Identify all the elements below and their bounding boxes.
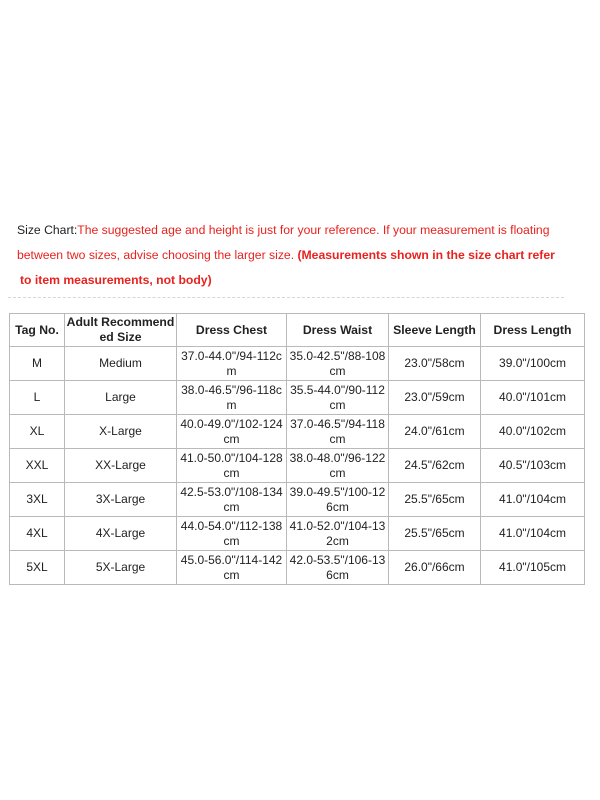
cell-tag-no: 4XL: [10, 517, 65, 551]
cell-tag-no: L: [10, 381, 65, 415]
header-dress-length: Dress Length: [481, 314, 585, 347]
notice-line-1: [17, 218, 577, 243]
header-tag-no: Tag No.: [10, 314, 65, 347]
cell-dress-chest: 44.0-54.0"/112-138cm: [177, 517, 287, 551]
cell-sleeve-length: 24.5"/62cm: [389, 449, 481, 483]
cell-dress-chest: 42.5-53.0"/108-134cm: [177, 483, 287, 517]
size-table: [9, 313, 585, 585]
table-header-row: [10, 314, 585, 347]
notice-text-2: between two sizes, advise choosing the larger size.: [17, 248, 298, 262]
cell-dress-waist: 39.0-49.5"/100-126cm: [287, 483, 389, 517]
cell-tag-no: M: [10, 347, 65, 381]
cell-recommended-size: 5X-Large: [65, 551, 177, 585]
cell-dress-length: 41.0"/105cm: [481, 551, 585, 585]
table-row: [10, 551, 585, 585]
table-row: [10, 449, 585, 483]
cell-dress-chest: 40.0-49.0"/102-124cm: [177, 415, 287, 449]
header-dress-chest: Dress Chest: [177, 314, 287, 347]
cell-dress-chest: 37.0-44.0"/94-112cm: [177, 347, 287, 381]
notice-bold-text-1: (Measurements shown in the size chart refer: [297, 248, 555, 262]
notice-line-2: [17, 243, 577, 268]
cell-dress-length: 40.0"/101cm: [481, 381, 585, 415]
cell-dress-length: 41.0"/104cm: [481, 517, 585, 551]
size-chart-notice: [17, 218, 577, 293]
cell-tag-no: XXL: [10, 449, 65, 483]
cell-dress-waist: 35.5-44.0"/90-112cm: [287, 381, 389, 415]
cell-dress-length: 41.0"/104cm: [481, 483, 585, 517]
cell-dress-chest: 38.0-46.5"/96-118cm: [177, 381, 287, 415]
notice-bold-text-2: to item measurements, not body): [20, 273, 212, 287]
cell-recommended-size: Medium: [65, 347, 177, 381]
header-sleeve-length: Sleeve Length: [389, 314, 481, 347]
cell-recommended-size: XX-Large: [65, 449, 177, 483]
table-row: [10, 347, 585, 381]
cell-recommended-size: 4X-Large: [65, 517, 177, 551]
table-row: [10, 517, 585, 551]
size-chart-label: Size Chart:: [17, 223, 78, 237]
notice-text-1: The suggested age and height is just for your reference. If your measurement is floating: [77, 223, 550, 237]
cell-dress-waist: 41.0-52.0"/104-132cm: [287, 517, 389, 551]
cell-recommended-size: X-Large: [65, 415, 177, 449]
cell-dress-waist: 42.0-53.5"/106-136cm: [287, 551, 389, 585]
header-dress-waist: Dress Waist: [287, 314, 389, 347]
table-row: [10, 483, 585, 517]
table-row: [10, 415, 585, 449]
divider: [8, 297, 564, 298]
cell-dress-waist: 38.0-48.0"/96-122cm: [287, 449, 389, 483]
cell-sleeve-length: 24.0"/61cm: [389, 415, 481, 449]
header-recommended-size: Adult Recommend ed Size: [65, 314, 177, 347]
cell-dress-length: 40.5"/103cm: [481, 449, 585, 483]
cell-dress-waist: 35.0-42.5"/88-108cm: [287, 347, 389, 381]
cell-sleeve-length: 26.0"/66cm: [389, 551, 481, 585]
cell-dress-length: 40.0"/102cm: [481, 415, 585, 449]
cell-dress-waist: 37.0-46.5"/94-118cm: [287, 415, 389, 449]
cell-recommended-size: Large: [65, 381, 177, 415]
cell-tag-no: 3XL: [10, 483, 65, 517]
cell-sleeve-length: 23.0"/58cm: [389, 347, 481, 381]
cell-dress-chest: 41.0-50.0"/104-128cm: [177, 449, 287, 483]
cell-sleeve-length: 23.0"/59cm: [389, 381, 481, 415]
cell-tag-no: XL: [10, 415, 65, 449]
cell-sleeve-length: 25.5"/65cm: [389, 517, 481, 551]
cell-dress-length: 39.0"/100cm: [481, 347, 585, 381]
table-row: [10, 381, 585, 415]
notice-line-3: [17, 268, 577, 293]
cell-dress-chest: 45.0-56.0"/114-142cm: [177, 551, 287, 585]
cell-tag-no: 5XL: [10, 551, 65, 585]
cell-recommended-size: 3X-Large: [65, 483, 177, 517]
cell-sleeve-length: 25.5"/65cm: [389, 483, 481, 517]
